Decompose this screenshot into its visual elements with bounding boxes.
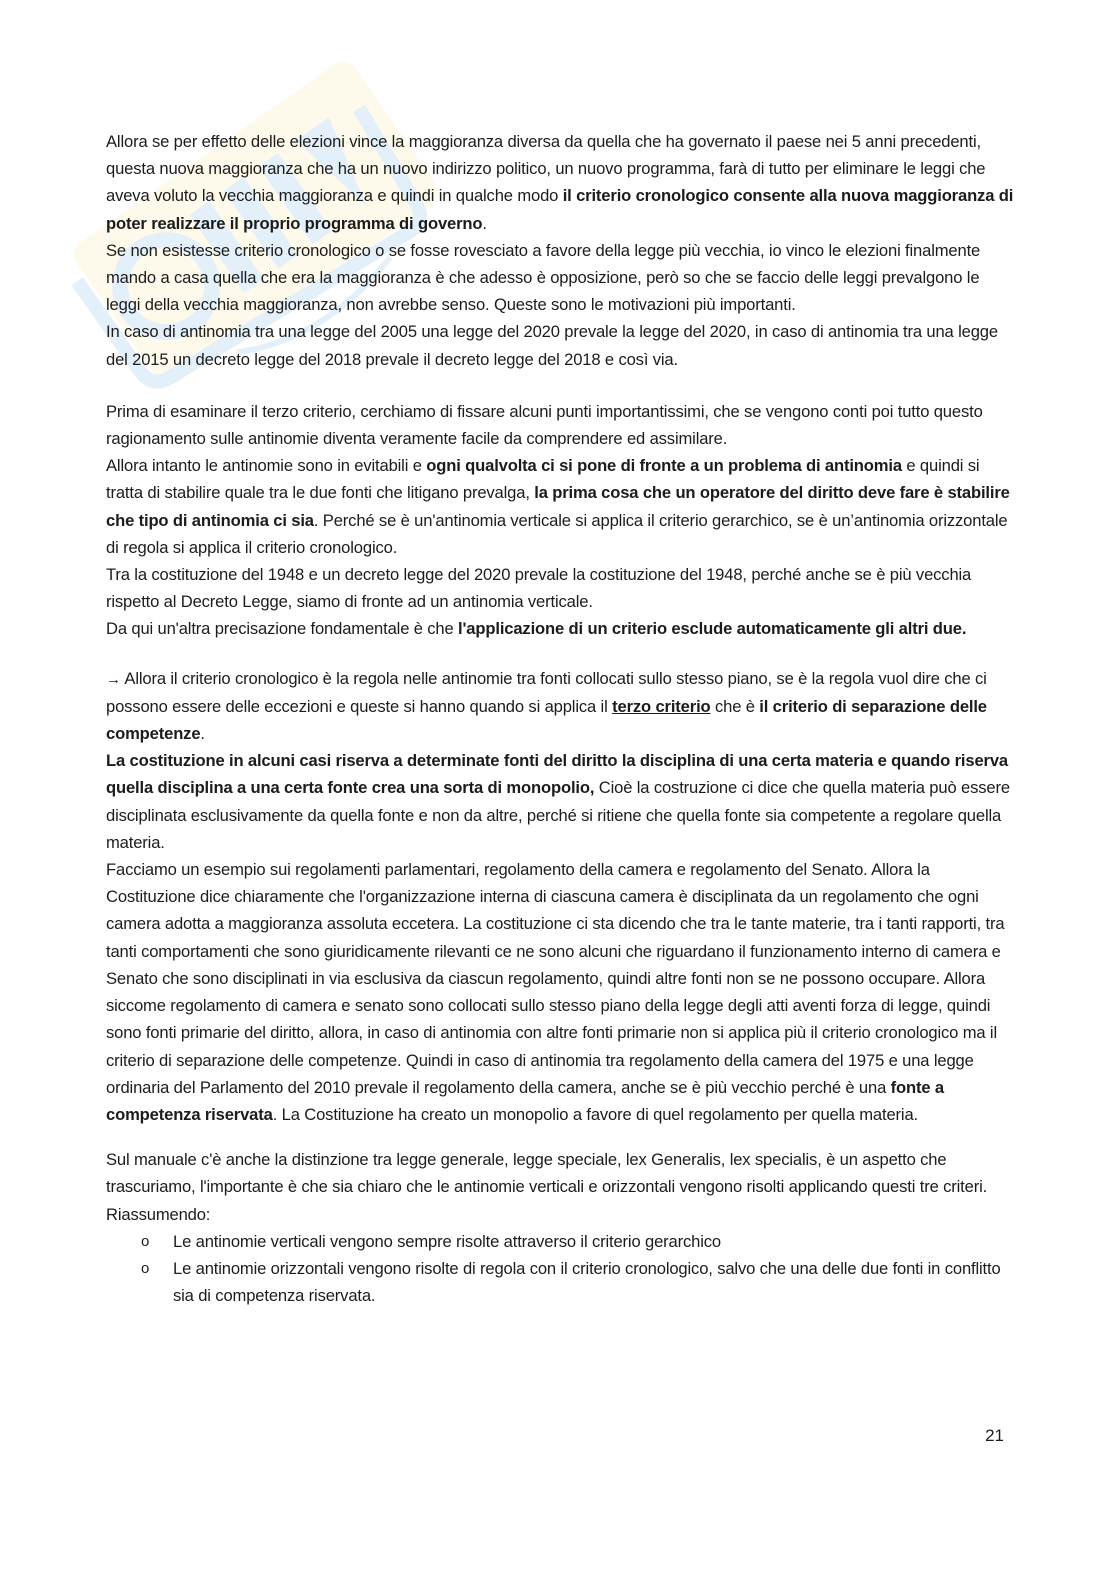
paragraph: Da qui un'altra precisazione fondamentale è che l'applicazione di un criterio esclude automaticamente gli altri due. — [106, 619, 967, 639]
list-item: o Le antinomie orizzontali vengono risolte di regola con il criterio cronologico, salvo che una delle due fonti in conflitto sia di competenza riservata. — [106, 1255, 1016, 1309]
summary-list — [106, 1228, 1016, 1310]
underlined-bold-text: terzo criterio — [612, 696, 711, 716]
paragraph: La costituzione in alcuni casi riserva a determinate fonti del diritto la disciplina di una certa materia e quando riserva quella disciplina a una certa fonte crea una sorta di monopolio, Cioè la costruzione ci dice che quella materia può essere disciplinata esclusivamente da quella fonte e non da altre, perché si ritiene che quella fonte sia competente a regolare quella materia. — [106, 751, 1010, 852]
bold-text: fonte a competenza riservata — [106, 1077, 944, 1124]
bullet-circle-icon: o — [141, 1232, 150, 1250]
arrow-right-icon: → — [106, 670, 121, 688]
paragraph: Prima di esaminare il terzo criterio, cerchiamo di fissare alcuni punti importantissimi, che se vengono conti poi tutto questo ragionamento sulle antinomie diventa veramente facile da comprendere ed assimilare. — [106, 401, 983, 449]
paragraph: → Allora il criterio cronologico è la regola nelle antinomie tra fonti collocati sullo stesso piano, se è la regola vuol dire che ci possono essere delle eccezioni e queste si hanno quando si applica il terzo criterio che è il criterio di separazione delle competenze. — [106, 668, 987, 744]
bold-text: l'applicazione di un criterio esclude automaticamente gli altri due. — [458, 619, 967, 639]
document-body — [106, 128, 1016, 1309]
bold-text: ogni qualvolta ci si pone di fronte a un problema di antinomia — [426, 456, 902, 476]
paragraph: In caso di antinomia tra una legge del 2005 una legge del 2020 prevale la legge del 2020, in caso di antinomia tra una legge del 2015 un decreto legge del 2018 prevale il decreto legge del 2018 e così via. — [106, 322, 998, 369]
bold-text: il criterio di separazione delle competenze — [106, 696, 987, 744]
paragraph: Sul manuale c'è anche la distinzione tra legge generale, legge speciale, lex Generalis, lex specialis, è un aspetto che trascuriamo, l'importante è che sia chiaro che le antinomie verticali e orizzontali vengono risolti applicando questi tre criteri. Riassumendo: — [106, 1150, 988, 1224]
paragraph: Tra la costituzione del 1948 e un decreto legge del 2020 prevale la costituzione del 1948, perché anche se è più vecchia rispetto al Decreto Legge, siamo di fronte ad un antinomia verticale. — [106, 565, 972, 612]
bold-text: il criterio cronologico consente alla nuova maggioranza di poter realizzare il proprio programma di governo — [106, 186, 1014, 233]
paragraph: Allora intanto le antinomie sono in evitabili e ogni qualvolta ci si pone di fronte a un problema di antinomia e quindi si tratta di stabilire quale tra le due fonti che litigano prevalga, la prima cosa che un operatore del diritto deve fare è stabilire che tipo di antinomia ci sia. Perché se è un'antinomia verticale si applica il criterio gerarchico, se è un’antinomia orizzontale di regola si applica il criterio cronologico. — [106, 456, 1010, 557]
paragraph: Allora se per effetto delle elezioni vince la maggioranza diversa da quella che ha governato il paese nei 5 anni precedenti, questa nuova maggioranza che ha un nuovo indirizzo politico, un nuovo programma, farà di tutto per eliminare le leggi che aveva voluto la vecchia maggioranza e quindi in qualche modo il criterio cronologico consente alla nuova maggioranza di poter realizzare il proprio programma di governo. — [106, 132, 1014, 233]
paragraph: Facciamo un esempio sui regolamenti parlamentari, regolamento della camera e regolamento del Senato. Allora la Costituzione dice chiaramente che l'organizzazione interna di ciascuna camera è disciplinata da un regolamento che ogni camera adotta a maggioranza assoluta eccetera. La costituzione ci sta dicendo che tra le tante materie, tra i tanti rapporti, tra tanti comportamenti che sono giuridicamente rilevanti ce ne sono alcuni che riguardano il funzionamento interno di camera e Senato che sono disciplinati in via esclusiva da ciascun regolamento, quindi altre fonti non se ne possono occupare. Allora siccome regolamento di camera e senato sono collocati sullo stesso piano della legge degli atti aventi forza di legge, quindi sono fonti primarie del diritto, allora, in caso di antinomia con altre fonti primarie non si applica più il criterio cronologico ma il criterio di separazione delle competenze. Quindi in caso di antinomia tra regolamento della camera del 1975 e una legge ordinaria del Parlamento del 2010 prevale il regolamento della camera, anche se è più vecchio perché è una fonte a competenza riservata. La Costituzione ha creato un monopolio a favore di quel regolamento per quella materia. — [106, 860, 1005, 1124]
page-number: 21 — [985, 1426, 1004, 1445]
bold-text: La costituzione in alcuni casi riserva a determinate fonti del diritto la disciplina di una certa materia e quando riserva quella disciplina a una certa fonte crea una sorta di monopolio, — [106, 751, 1008, 798]
bold-text: la prima cosa che un operatore del diritto deve fare è stabilire che tipo di antinomia ci sia — [106, 483, 1010, 530]
paragraph: Se non esistesse criterio cronologico o se fosse rovesciato a favore della legge più vecchia, io vinco le elezioni finalmente mando a casa quella che era la maggioranza è che adesso è opposizione, però so che se faccio delle leggi prevalgono le leggi della vecchia maggioranza, non avrebbe senso. Queste sono le motivazioni più importanti. — [106, 240, 981, 315]
list-item: o Le antinomie verticali vengono sempre risolte attraverso il criterio gerarchico — [106, 1228, 1016, 1255]
bullet-circle-icon: o — [141, 1259, 150, 1277]
